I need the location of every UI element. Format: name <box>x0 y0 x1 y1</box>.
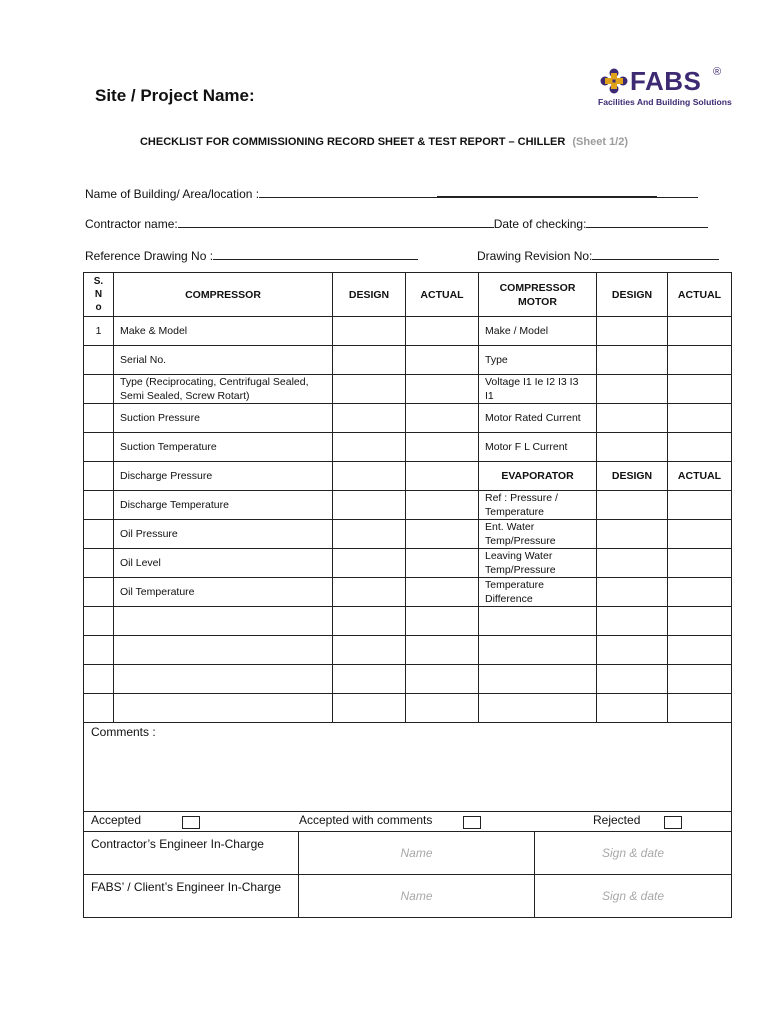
sno-cell <box>84 636 114 665</box>
evaporator-actual-header: ACTUAL <box>668 462 732 491</box>
compressor-item: Type (Reciprocating, Centrifugal Sealed, Semi Sealed, Screw Rotart) <box>114 375 333 404</box>
motor-design-cell[interactable] <box>597 694 668 723</box>
rejected-checkbox[interactable] <box>664 816 682 829</box>
evaporator-header: EVAPORATOR <box>479 462 597 491</box>
compressor-item <box>114 694 333 723</box>
motor-actual-cell[interactable] <box>668 636 732 665</box>
compressor-item: Serial No. <box>114 346 333 375</box>
accepted-with-comments-checkbox[interactable] <box>463 816 481 829</box>
table-row <box>84 491 732 520</box>
motor-design-cell[interactable] <box>597 607 668 636</box>
sno-cell: 1 <box>84 317 114 346</box>
motor-design-cell[interactable] <box>597 636 668 665</box>
motor-design-cell[interactable] <box>597 375 668 404</box>
compressor-actual-cell[interactable] <box>406 636 479 665</box>
compressor-actual-cell[interactable] <box>406 607 479 636</box>
sno-header <box>84 273 114 317</box>
sno-cell <box>84 491 114 520</box>
motor-actual-header: ACTUAL <box>668 273 732 317</box>
motor-actual-cell[interactable] <box>668 549 732 578</box>
motor-design-cell[interactable] <box>597 491 668 520</box>
evaporator-design-header: DESIGN <box>597 462 668 491</box>
signatory-sign-date-field[interactable]: Sign & date <box>535 875 732 918</box>
sno-cell <box>84 346 114 375</box>
motor-actual-cell[interactable] <box>668 578 732 607</box>
sno-cell <box>84 607 114 636</box>
motor-design-cell[interactable] <box>597 520 668 549</box>
compressor-design-cell[interactable] <box>333 694 406 723</box>
accepted-with-comments-label: Accepted with comments <box>299 813 433 827</box>
approval-table <box>83 722 732 918</box>
compressor-item <box>114 665 333 694</box>
compressor-actual-cell[interactable] <box>406 433 479 462</box>
motor-actual-cell[interactable] <box>668 433 732 462</box>
comments-label: Comments : <box>91 725 156 739</box>
motor-item: Type <box>479 346 597 375</box>
motor-actual-cell[interactable] <box>668 317 732 346</box>
compressor-design-cell[interactable] <box>333 375 406 404</box>
table-row <box>84 375 732 404</box>
logo-registered-mark: ® <box>713 66 722 78</box>
compressor-item: Oil Pressure <box>114 520 333 549</box>
sno-cell <box>84 665 114 694</box>
sno-cell <box>84 462 114 491</box>
motor-item <box>479 694 597 723</box>
checklist-title <box>0 136 768 148</box>
motor-actual-cell[interactable] <box>668 607 732 636</box>
rejected-label: Rejected <box>593 813 641 827</box>
compressor-design-cell[interactable] <box>333 607 406 636</box>
compressor-actual-cell[interactable] <box>406 694 479 723</box>
compressor-actual-cell[interactable] <box>406 375 479 404</box>
compressor-actual-cell[interactable] <box>406 578 479 607</box>
sno-cell <box>84 375 114 404</box>
motor-item <box>479 665 597 694</box>
table-row <box>84 549 732 578</box>
contractor-blank[interactable] <box>178 215 494 228</box>
contractor-label: Contractor name: <box>85 217 178 231</box>
table-row <box>84 462 732 491</box>
fabs-logo <box>598 66 730 110</box>
compressor-header: COMPRESSOR <box>114 273 333 317</box>
compressor-actual-cell[interactable] <box>406 462 479 491</box>
motor-item: Motor F L Current <box>479 433 597 462</box>
compressor-design-cell[interactable] <box>333 317 406 346</box>
compressor-item: Suction Pressure <box>114 404 333 433</box>
motor-item: Leaving Water Temp/Pressure <box>479 549 597 578</box>
compressor-actual-cell[interactable] <box>406 549 479 578</box>
motor-item: Motor Rated Current <box>479 404 597 433</box>
motor-item <box>479 607 597 636</box>
compressor-item <box>114 607 333 636</box>
accepted-label: Accepted <box>91 813 142 827</box>
sno-cell <box>84 404 114 433</box>
table-row <box>84 404 732 433</box>
sno-header-line: N <box>94 289 103 300</box>
drawing-revision-field <box>477 247 719 263</box>
compressor-design-cell[interactable] <box>333 549 406 578</box>
contractor-field <box>85 215 708 231</box>
logo-brand: FABS <box>630 66 702 96</box>
table-row <box>84 520 732 549</box>
sno-header-line: S. <box>93 276 104 287</box>
compressor-actual-cell[interactable] <box>406 404 479 433</box>
motor-actual-cell[interactable] <box>668 346 732 375</box>
sheet-number: (Sheet 1/2) <box>572 136 629 148</box>
motor-design-cell[interactable] <box>597 433 668 462</box>
site-project-name-label: Site / Project Name: <box>95 86 255 105</box>
motor-design-cell[interactable] <box>597 404 668 433</box>
motor-design-cell[interactable] <box>597 549 668 578</box>
table-row <box>84 607 732 636</box>
accepted-checkbox[interactable] <box>182 816 200 829</box>
drawing-revision-label: Drawing Revision No: <box>477 249 593 263</box>
motor-actual-cell[interactable] <box>668 375 732 404</box>
signatory-name-field[interactable]: Name <box>299 875 535 918</box>
drawing-revision-blank[interactable] <box>592 247 719 260</box>
compressor-item: Oil Level <box>114 549 333 578</box>
sno-cell <box>84 520 114 549</box>
table-row <box>84 694 732 723</box>
compressor-item: Discharge Temperature <box>114 491 333 520</box>
compressor-design-cell[interactable] <box>333 520 406 549</box>
table-header-row <box>84 273 732 317</box>
date-checking-label: Date of checking: <box>493 217 587 231</box>
compressor-item: Make & Model <box>114 317 333 346</box>
compressor-design-cell[interactable] <box>333 462 406 491</box>
signatory-role: Contractor’s Engineer In-Charge <box>84 832 299 875</box>
signatory-sign-date-field[interactable]: Sign & date <box>535 832 732 875</box>
motor-item: Make / Model <box>479 317 597 346</box>
compressor-actual-cell[interactable] <box>406 317 479 346</box>
compressor-actual-cell[interactable] <box>406 665 479 694</box>
building-blank-2[interactable] <box>437 184 657 198</box>
compressor-motor-header-line: MOTOR <box>518 295 557 308</box>
motor-item: Voltage I1 Ie I2 I3 I3 I1 <box>479 375 597 404</box>
ref-drawing-blank[interactable] <box>213 247 418 260</box>
motor-item: Ent. Water Temp/Pressure <box>479 520 597 549</box>
compressor-design-cell[interactable] <box>333 665 406 694</box>
logo-tagline: Facilities And Building Solutions <box>598 97 732 107</box>
compressor-item: Suction Temperature <box>114 433 333 462</box>
compressor-design-cell[interactable] <box>333 578 406 607</box>
motor-item: Temperature Difference <box>479 578 597 607</box>
motor-design-cell[interactable] <box>597 317 668 346</box>
checklist-title-text: CHECKLIST FOR COMMISSIONING RECORD SHEET & TEST REPORT – CHILLER <box>139 136 566 148</box>
compressor-design-cell[interactable] <box>333 346 406 375</box>
sno-cell <box>84 694 114 723</box>
building-blank-3[interactable] <box>657 185 698 198</box>
motor-actual-cell[interactable] <box>668 694 732 723</box>
compressor-actual-cell[interactable] <box>406 520 479 549</box>
motor-design-cell[interactable] <box>597 578 668 607</box>
fabs-cross-logo-icon <box>600 68 628 94</box>
compressor-motor-header-line: COMPRESSOR <box>499 281 576 294</box>
table-row <box>84 433 732 462</box>
date-checking-blank[interactable] <box>586 215 708 228</box>
building-field <box>85 184 698 201</box>
design-header: DESIGN <box>333 273 406 317</box>
table-row <box>84 665 732 694</box>
commissioning-table <box>83 272 732 723</box>
sno-cell <box>84 433 114 462</box>
motor-design-cell[interactable] <box>597 665 668 694</box>
signatory-role: FABS’ / Client’s Engineer In-Charge <box>84 875 299 918</box>
motor-design-cell[interactable] <box>597 346 668 375</box>
compressor-actual-cell[interactable] <box>406 491 479 520</box>
acceptance-row <box>84 812 732 832</box>
motor-actual-cell[interactable] <box>668 520 732 549</box>
motor-item <box>479 636 597 665</box>
compressor-design-cell[interactable] <box>333 636 406 665</box>
table-row <box>84 578 732 607</box>
motor-actual-cell[interactable] <box>668 491 732 520</box>
compressor-motor-header <box>479 273 597 317</box>
compressor-item: Oil Temperature <box>114 578 333 607</box>
compressor-item: Discharge Pressure <box>114 462 333 491</box>
sno-cell <box>84 578 114 607</box>
building-label: Name of Building/ Area/location : <box>85 187 260 201</box>
ref-drawing-field <box>85 247 418 263</box>
comments-box[interactable] <box>84 723 732 812</box>
compressor-design-cell[interactable] <box>333 433 406 462</box>
motor-item: Ref : Pressure / Temperature <box>479 491 597 520</box>
signatory-row <box>84 875 732 918</box>
motor-actual-cell[interactable] <box>668 665 732 694</box>
motor-design-header: DESIGN <box>597 273 668 317</box>
table-row <box>84 636 732 665</box>
compressor-actual-cell[interactable] <box>406 346 479 375</box>
sno-header-line: o <box>95 302 102 313</box>
motor-actual-cell[interactable] <box>668 404 732 433</box>
compressor-design-cell[interactable] <box>333 404 406 433</box>
compressor-design-cell[interactable] <box>333 491 406 520</box>
compressor-item <box>114 636 333 665</box>
actual-header: ACTUAL <box>406 273 479 317</box>
sno-cell <box>84 549 114 578</box>
table-row <box>84 346 732 375</box>
building-blank-1[interactable] <box>259 185 437 198</box>
signatory-name-field[interactable]: Name <box>299 832 535 875</box>
ref-drawing-label: Reference Drawing No : <box>85 249 214 263</box>
signatory-row <box>84 832 732 875</box>
table-row <box>84 317 732 346</box>
